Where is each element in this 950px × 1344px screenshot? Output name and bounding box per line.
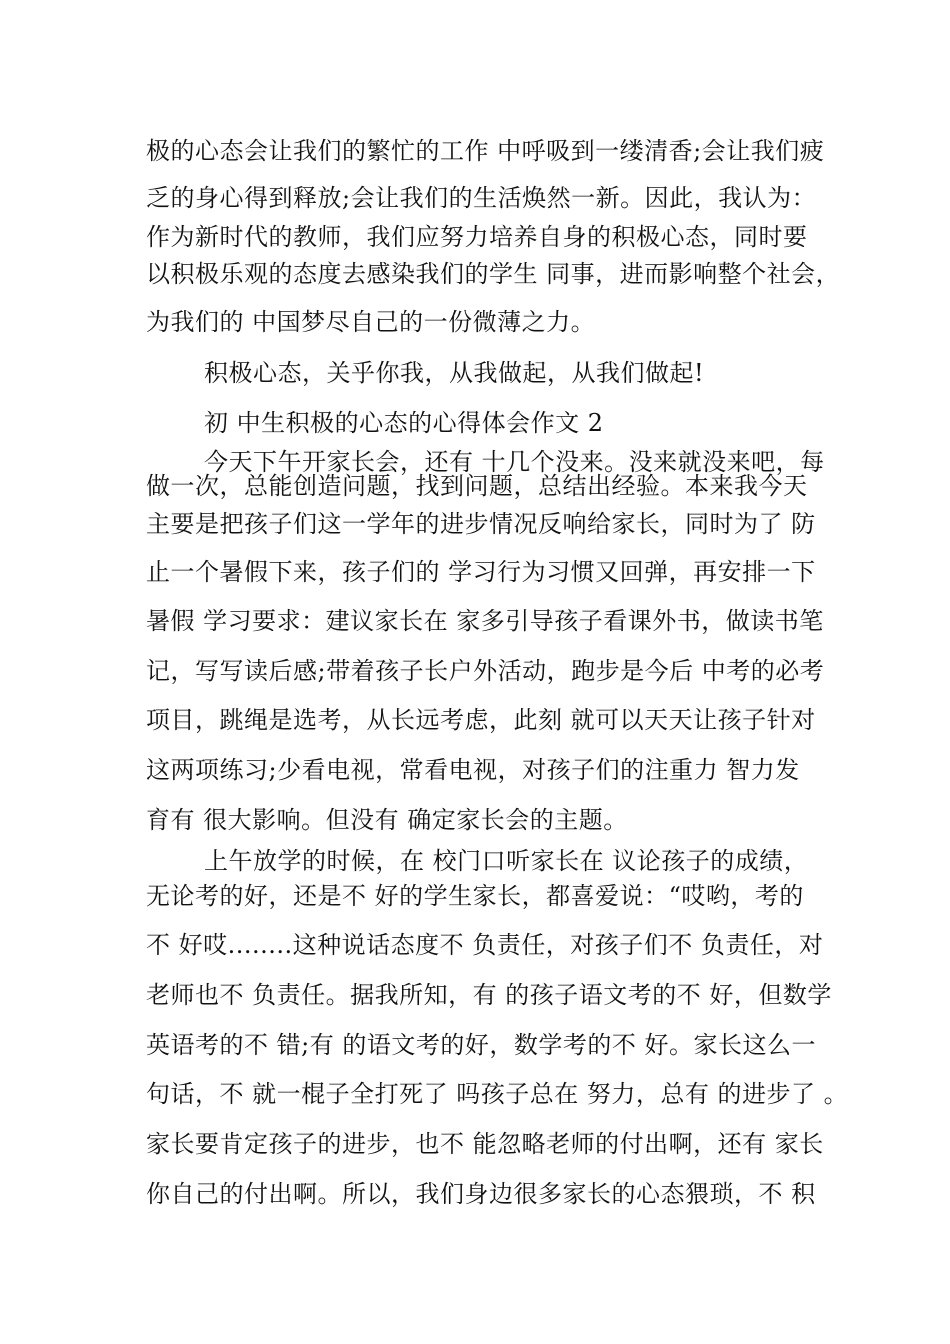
text-line: 不 好哎........这种说话态度不 负责任，对孩子们不 负责任，对 (146, 931, 824, 959)
text-line: 育有 很大影响。但没有 确定家长会的主题。 (146, 806, 628, 834)
text-line: 主要是把孩子们这一学年的进步情况反响给家长，同时为了 防 (146, 510, 816, 538)
text-line: 你自己的付出啊。所以，我们身边很多家长的心态猥琐，不 积 (146, 1180, 816, 1208)
text-line: 记，写写读后感;带着孩子长户外活动，跑步是今后 中考的必考 (146, 657, 825, 685)
section-heading: 初 中生积极的心态的心得体会作文 2 (204, 409, 604, 437)
text-line: 做一次，总能创造问题，找到问题，总结出经验。本来我今天 (146, 472, 808, 500)
text-line: 以积极乐观的态度去感染我们的学生 同事，进而影响整个社会， (146, 260, 841, 288)
text-line: 上午放学的时候，在 校门口听家长在 议论孩子的成绩， (204, 847, 809, 875)
text-line: 家长要肯定孩子的进步，也不 能忽略老师的付出啊，还有 家长 (146, 1130, 824, 1158)
text-line: 为我们的 中国梦尽自己的一份微薄之力。 (146, 308, 596, 336)
text-line: 作为新时代的教师，我们应努力培养自身的积极心态，同时要 (146, 223, 808, 251)
text-line: 无论考的好，还是不 好的学生家长，都喜爱说：“哎哟，考的 (146, 882, 804, 910)
text-line: 这两项练习;少看电视，常看电视，对孩子们的注重力 智力发 (146, 756, 800, 784)
text-line: 乏的身心得到释放;会让我们的生活焕然一新。因此，我认为： (146, 184, 817, 212)
text-line: 项目，跳绳是选考，从长远考虑，此刻 就可以天天让孩子针对 (146, 706, 816, 734)
text-line: 止一个暑假下来，孩子们的 学习行为习惯又回弹，再安排一下 (146, 558, 816, 586)
text-line: 极的心态会让我们的繁忙的工作 中呼吸到一缕清香;会让我们疲 (146, 137, 825, 165)
text-line: 句话，不 就一棍子全打死了 吗孩子总在 努力，总有 的进步了 。 (146, 1080, 849, 1108)
slogan-line: 积极心态，关乎你我，从我做起，从我们做起! (204, 359, 705, 387)
text-line: 老师也不 负责任。据我所知，有 的孩子语文考的不 好，但数学 (146, 981, 832, 1009)
text-line: 暑假 学习要求：建议家长在 家多引导孩子看课外书，做读书笔 (146, 607, 824, 635)
text-line: 今天下午开家长会，还有 十几个没来。没来就没来吧，每 (204, 448, 825, 476)
text-line: 英语考的不 错;有 的语文考的好，数学考的不 好。家长这么一 (146, 1031, 816, 1059)
